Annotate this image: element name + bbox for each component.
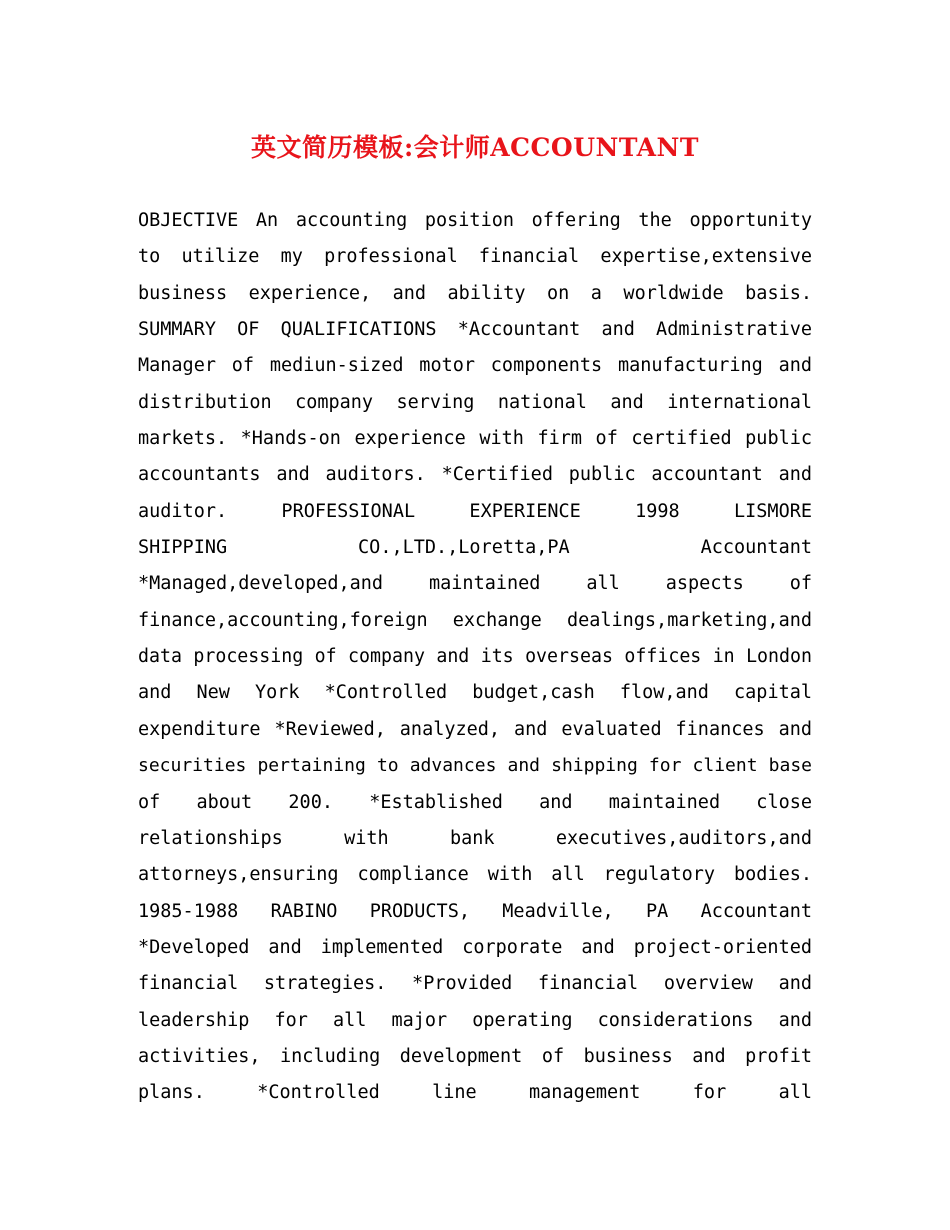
body-text-line: 1985-1988 RABINO PRODUCTS, Meadville, PA Accountant bbox=[138, 900, 812, 922]
body-text-line: finance,accounting,foreign exchange dealings,marketing,and bbox=[138, 609, 812, 631]
body-text-line: SUMMARY OF QUALIFICATIONS *Accountant and Administrative bbox=[138, 319, 812, 341]
body-text-line: OBJECTIVE An accounting position offering the opportunity bbox=[138, 210, 812, 231]
body-text-line: relationships with bank executives,auditors,and bbox=[138, 827, 812, 849]
body-text-line: markets. *Hands-on experience with firm of certified public bbox=[138, 428, 812, 450]
body-text-line: activities, including development of business and profit bbox=[138, 1045, 812, 1067]
body-text-line: financial strategies. *Provided financial overview and bbox=[138, 973, 812, 995]
body-text-line: SHIPPING CO.,LTD.,Loretta,PA Accountant bbox=[138, 537, 812, 559]
body-text-line: accountants and auditors. *Certified public accountant and bbox=[138, 464, 812, 486]
body-text-line: data processing of company and its overseas offices in London bbox=[138, 646, 812, 668]
resume-body bbox=[138, 203, 812, 1112]
body-text-line: of about 200. *Established and maintained close bbox=[138, 791, 812, 813]
body-text-line: auditor. PROFESSIONAL EXPERIENCE 1998 LISMORE bbox=[138, 500, 812, 522]
body-text-line: expenditure *Reviewed, analyzed, and evaluated finances and bbox=[138, 718, 812, 740]
body-text-line: plans. *Controlled line management for all bbox=[138, 1082, 812, 1104]
body-text-line: distribution company serving national and international bbox=[138, 391, 812, 413]
body-text-line: *Managed,developed,and maintained all aspects of bbox=[138, 573, 812, 595]
body-text-line: business experience, and ability on a worldwide basis. bbox=[138, 282, 812, 304]
body-text-line: to utilize my professional financial expertise,extensive bbox=[138, 246, 812, 268]
body-text-line: leadership for all major operating considerations and bbox=[138, 1009, 812, 1031]
body-text-line: *Developed and implemented corporate and project-oriented bbox=[138, 936, 812, 958]
body-text-line: and New York *Controlled budget,cash flow,and capital bbox=[138, 682, 812, 704]
body-text-line: attorneys,ensuring compliance with all regulatory bodies. bbox=[138, 864, 812, 886]
body-text-line: Manager of mediun-sized motor components manufacturing and bbox=[138, 355, 812, 377]
body-text-line: securities pertaining to advances and shipping for client base bbox=[138, 755, 812, 777]
document-title: 英文简历模板:会计师ACCOUNTANT bbox=[251, 133, 699, 162]
